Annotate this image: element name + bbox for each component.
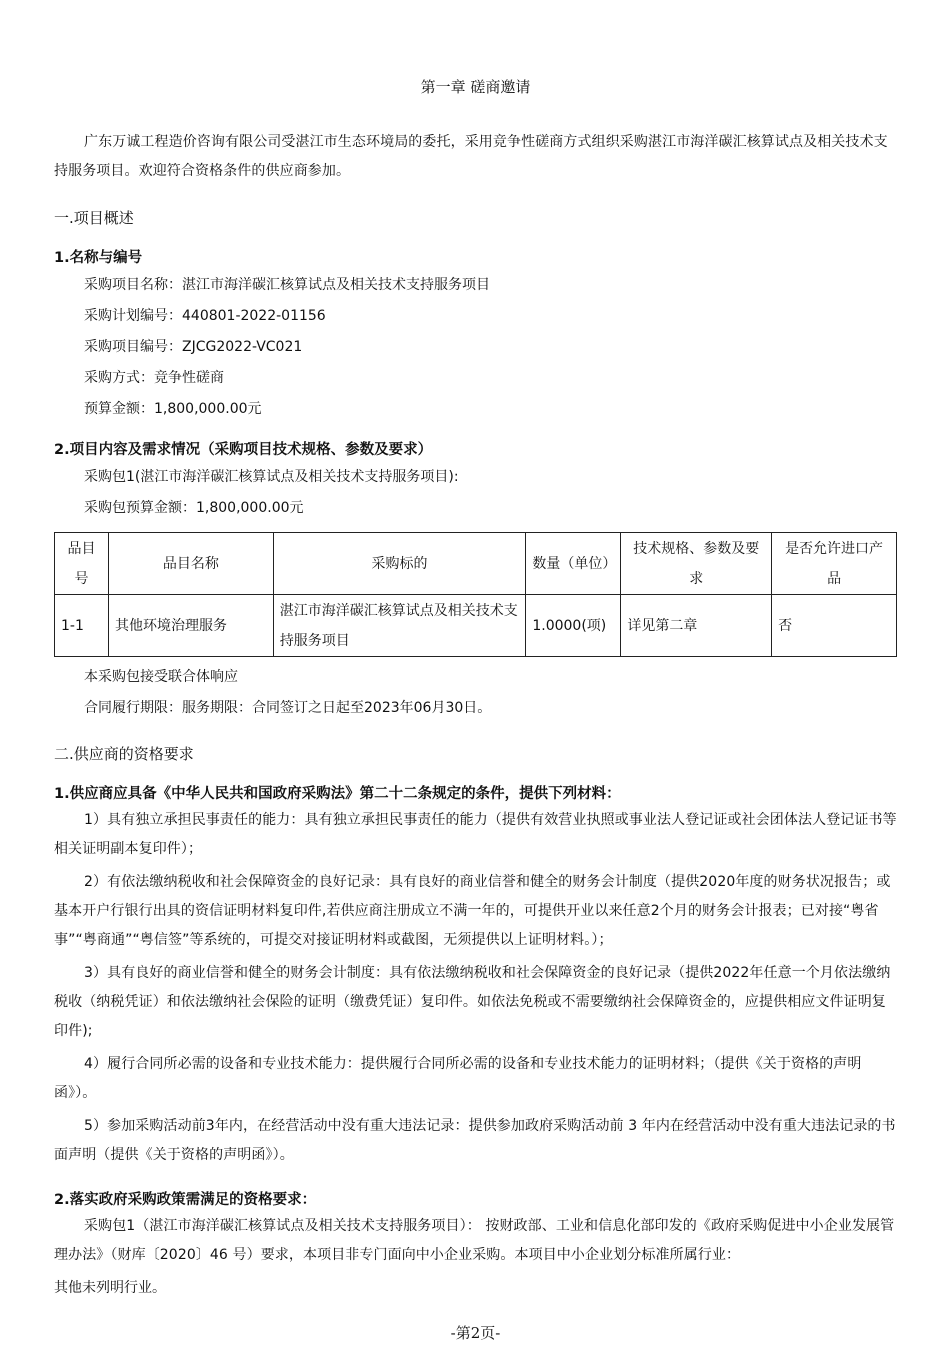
subheading-policy-requirements: 2.落实政府采购政策需满足的资格要求： [54, 1192, 317, 1208]
table-header-cell: 品目名称 [108, 533, 273, 595]
table-cell: 湛江市海洋碳汇核算试点及相关技术支持服务项目 [273, 595, 526, 657]
table-header-cell: 是否允许进口产品 [772, 533, 897, 595]
subheading-name-number: 1.名称与编号 [54, 250, 143, 266]
section-heading-qualification: 二.供应商的资格要求 [54, 745, 194, 763]
table-cell: 否 [772, 595, 897, 657]
project-number: 采购项目编号：ZJCG2022-VC021 [84, 339, 303, 355]
policy-paragraph-tail: 其他未列明行业。 [54, 1280, 166, 1296]
procurement-method: 采购方式：竞争性磋商 [84, 370, 224, 386]
section-heading-overview: 一.项目概述 [54, 209, 134, 227]
table-cell: 其他环境治理服务 [108, 595, 273, 657]
contract-term: 合同履行期限：服务期限：合同签订之日起至2023年06月30日。 [84, 700, 492, 716]
package-label: 采购包1(湛江市海洋碳汇核算试点及相关技术支持服务项目): [84, 469, 459, 485]
table-header-cell: 数量（单位） [526, 533, 621, 595]
consortium-note: 本采购包接受联合体响应 [84, 669, 238, 685]
qualification-item: 4）履行合同所必需的设备和专业技术能力：提供履行合同所必需的设备和专业技术能力的证明材料；（提供《关于资格的声明函》）。 [54, 1056, 862, 1101]
table-cell: 1.0000(项) [526, 595, 621, 657]
page-number: -第2页- [450, 1324, 501, 1342]
table-cell: 1-1 [55, 595, 109, 657]
table-header-cell: 品目号 [55, 533, 109, 595]
items-table [54, 532, 897, 657]
intro-paragraph: 广东万诚工程造价咨询有限公司受湛江市生态环境局的委托，采用竞争性磋商方式组织采购湛江市海洋碳汇核算试点及相关技术支持服务项目。欢迎符合资格条件的供应商参加。 [54, 134, 888, 179]
qualification-item: 1）具有独立承担民事责任的能力：具有独立承担民事责任的能力（提供有效营业执照或事业法人登记证或社会团体法人登记证书等相关证明副本复印件）； [54, 812, 897, 857]
package-budget: 采购包预算金额：1,800,000.00元 [84, 500, 304, 516]
project-name: 采购项目名称：湛江市海洋碳汇核算试点及相关技术支持服务项目 [84, 277, 490, 293]
table-row [55, 595, 897, 657]
qualification-item: 3）具有良好的商业信誉和健全的财务会计制度：具有依法缴纳税收和社会保障资金的良好记录（提供2022年任意一个月依法缴纳税收（纳税凭证）和依法缴纳社会保险的证明（缴费凭证）复印件。如依法免税或不需要缴纳社会保障资金的，应提供相应文件证明复印件); [54, 965, 891, 1039]
plan-number: 采购计划编号：440801-2022-01156 [84, 308, 326, 324]
table-header-row [55, 533, 897, 595]
subheading-content-requirements: 2.项目内容及需求情况（采购项目技术规格、参数及要求） [54, 442, 433, 458]
policy-paragraph: 采购包1（湛江市海洋碳汇核算试点及相关技术支持服务项目）： 按财政部、工业和信息化部印发的《政府采购促进中小企业发展管理办法》（财库〔2020〕46 号）要求，本项目非专门面向中小企业采购。本项目中小企业划分标准所属行业： [54, 1218, 895, 1263]
table-header-cell: 技术规格、参数及要求 [621, 533, 772, 595]
table-cell: 详见第二章 [621, 595, 772, 657]
qualification-item: 5）参加采购活动前3年内，在经营活动中没有重大违法记录：提供参加政府采购活动前 3 年内在经营活动中没有重大违法记录的书面声明（提供《关于资格的声明函》）。 [54, 1118, 896, 1163]
subheading-qualification-conditions: 1.供应商应具备《中华人民共和国政府采购法》第二十二条规定的条件，提供下列材料： [54, 786, 621, 802]
budget-amount: 预算金额：1,800,000.00元 [84, 401, 262, 417]
qualification-item: 2）有依法缴纳税收和社会保障资金的良好记录：具有良好的商业信誉和健全的财务会计制度（提供2020年度的财务状况报告；或基本开户行银行出具的资信证明材料复印件,若供应商注册成立不满一年的，可提供开业以来任意2个月的财务会计报表；已对接“粤省事”“粤商通”“粤信签”等系统的，可提交对接证明材料或截图，无须提供以上证明材料。）； [54, 874, 891, 948]
table-header-cell: 采购标的 [273, 533, 526, 595]
chapter-title: 第一章 磋商邀请 [420, 78, 531, 96]
